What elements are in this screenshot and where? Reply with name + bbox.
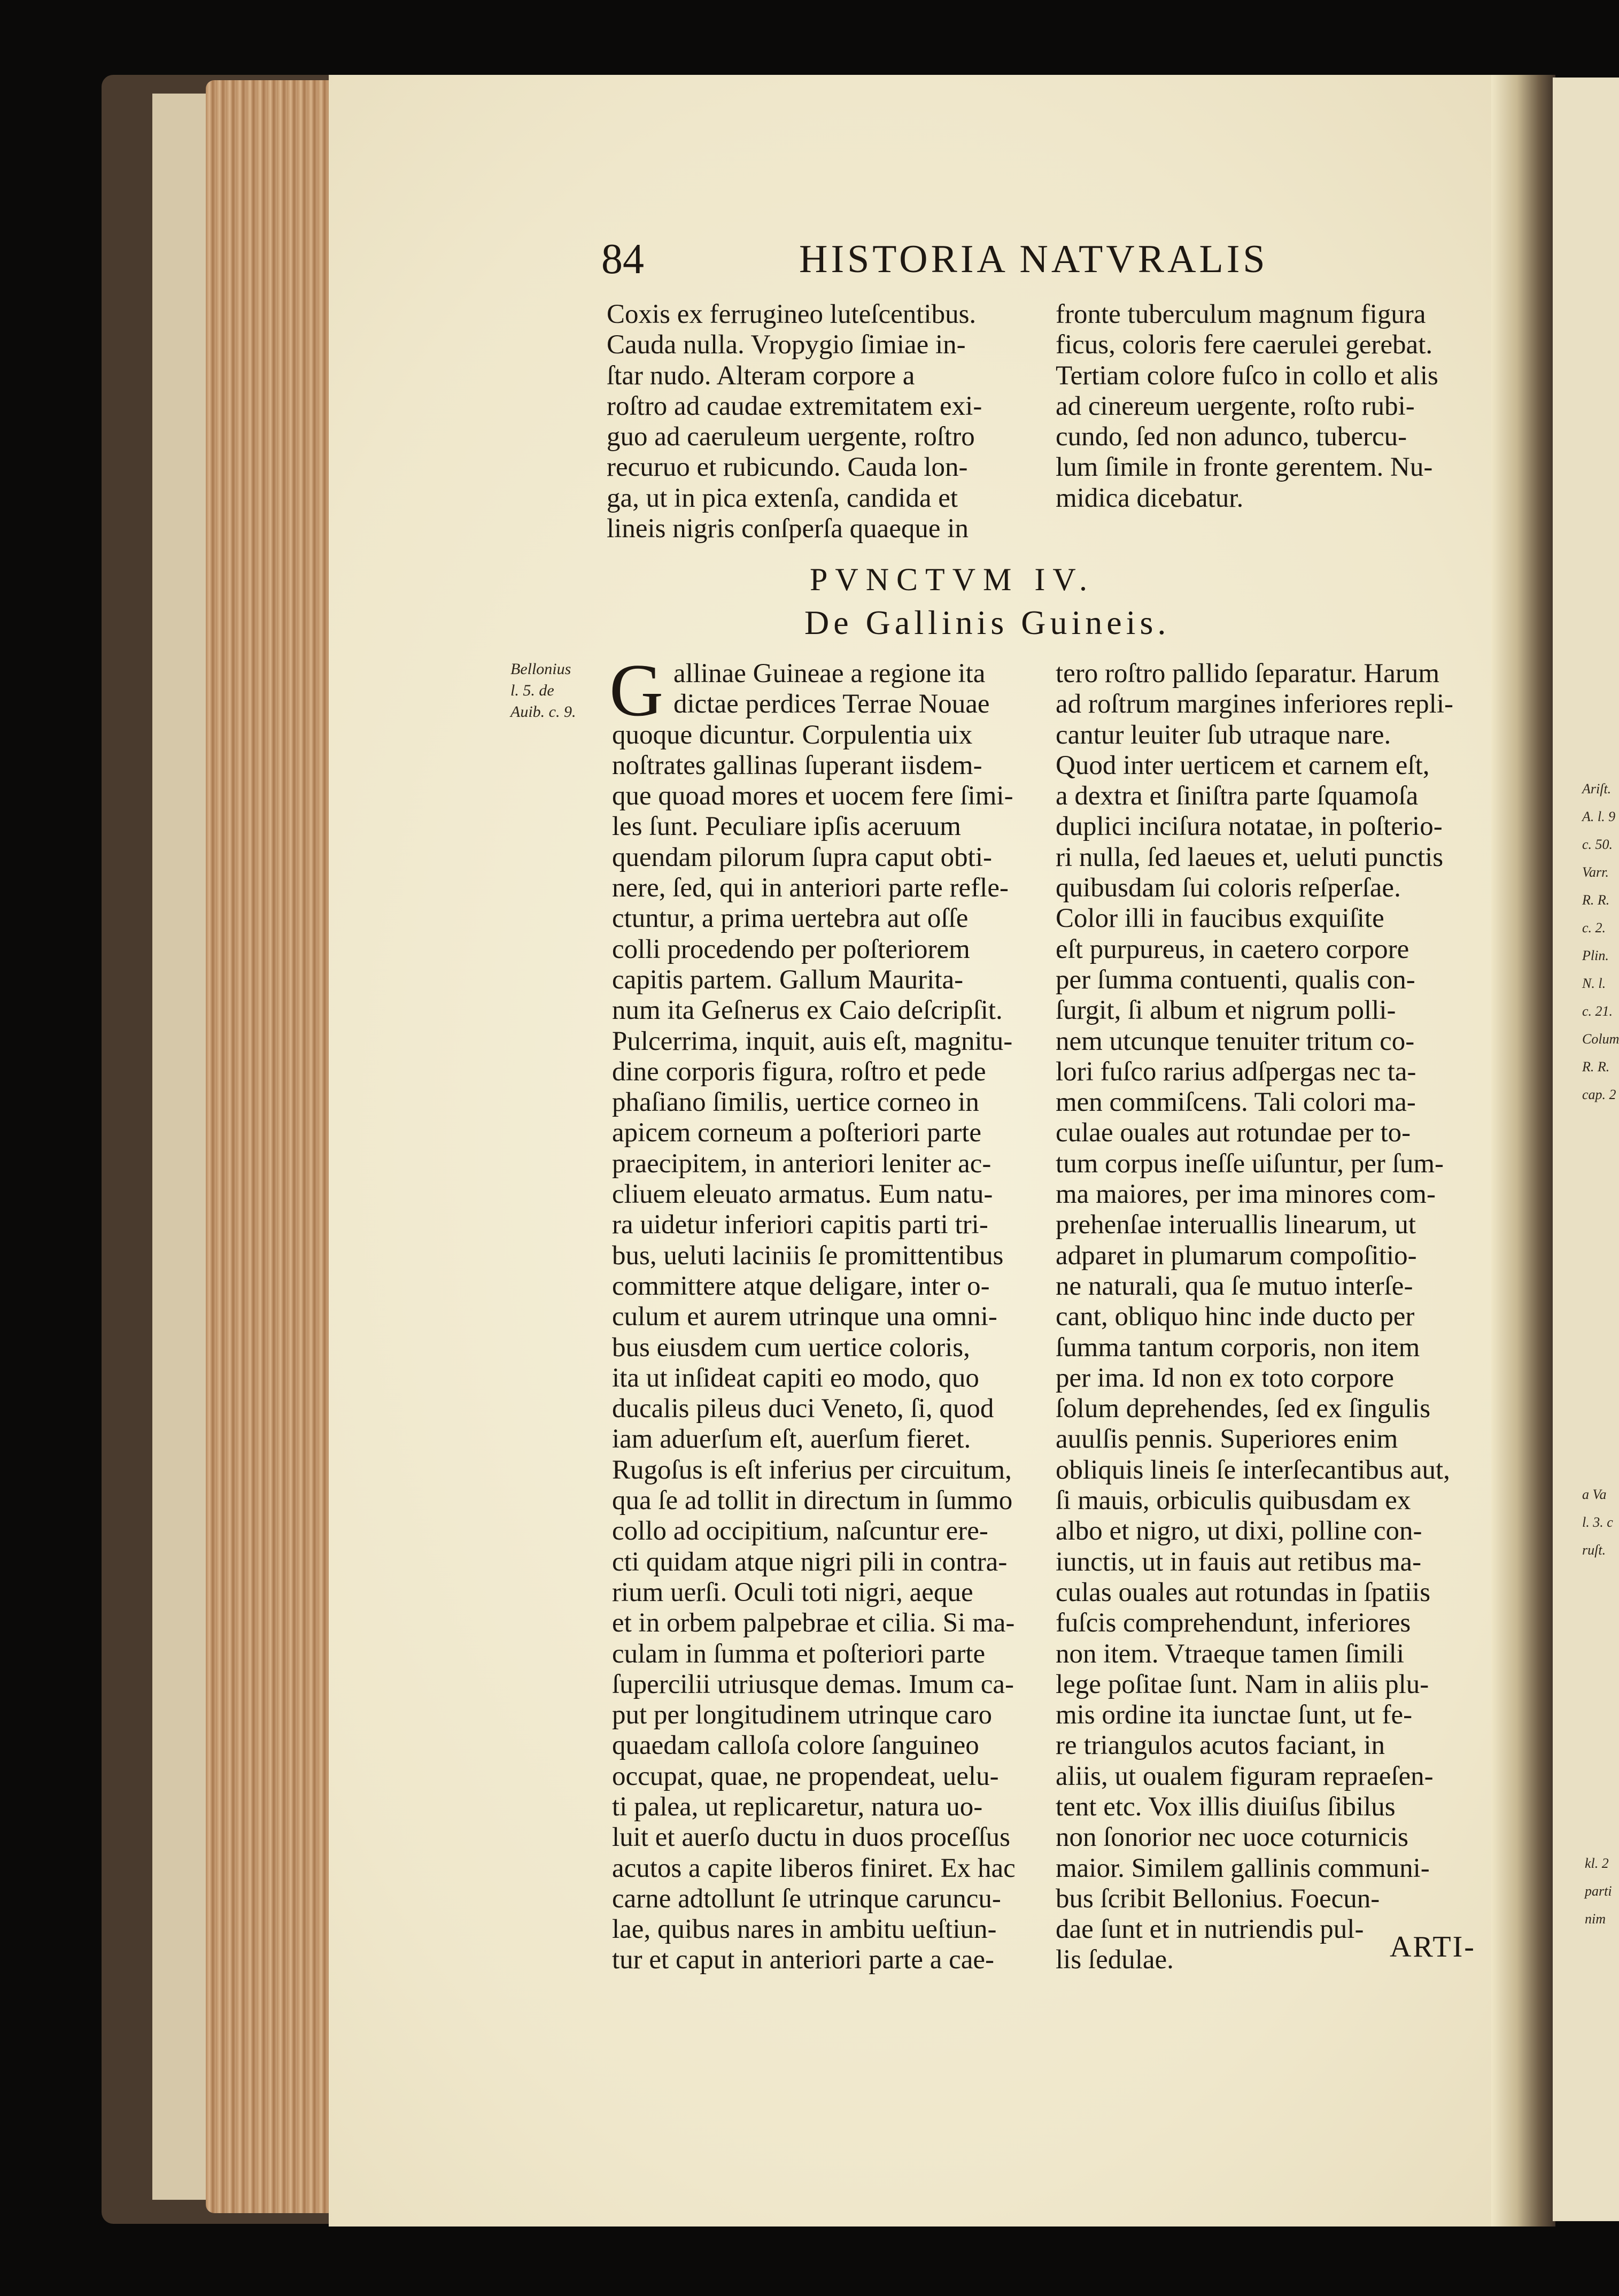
main-right-column	[1056, 659, 1489, 1976]
text-line: ſurgit, ſi album et nigrum polli-	[1056, 995, 1396, 1026]
text-line: lis ſedulae.	[1056, 1945, 1174, 1975]
text-line: ctuntur, a prima uertebra aut oſſe	[612, 903, 969, 934]
text-line: roſtro ad caudae extremitatem exi-	[607, 391, 982, 421]
text-line: Coxis ex ferrugineo luteſcentibus.	[607, 299, 977, 329]
text-line: lineis nigris conſperſa quaeque in	[607, 514, 969, 544]
text-line: occupat, quae, ne propendeat, uelu-	[612, 1761, 999, 1791]
text-line: auulſis pennis. Superiores enim	[1056, 1424, 1398, 1455]
text-line: ſi mauis, orbiculis quibusdam ex	[1056, 1486, 1411, 1516]
text-line: duplici inciſura notatae, in poſterio-	[1056, 811, 1443, 842]
text-line: Quod inter uerticem et carnem eſt,	[1056, 750, 1430, 780]
text-line: cant, obliquo hinc inde ducto per	[1056, 1302, 1415, 1332]
text-line: obliquis lineis ſe interſecantibus aut,	[1056, 1455, 1450, 1485]
text-line: ſolum deprehendes, ſed ex ſingulis	[1056, 1394, 1431, 1424]
text-line: quoque dicuntur. Corpulentia uix	[612, 720, 973, 750]
text-line: ga, ut in pica extenſa, candida et	[607, 483, 958, 513]
text-line: ſumma tantum corporis, non item	[1056, 1332, 1420, 1363]
text-line: nem utcunque tenuiter tritum co-	[1056, 1026, 1415, 1056]
text-line: dine corporis figura, roſtro et pede	[612, 1056, 986, 1087]
text-line: cundo, ſed non adunco, tubercu-	[1056, 422, 1407, 452]
text-line: per ima. Id non ex toto corpore	[1056, 1363, 1395, 1393]
text-line: ſupercilii utriusque demas. Imum ca-	[612, 1669, 1014, 1699]
text-line: et in orbem palpebrae et cilia. Si ma-	[612, 1608, 1015, 1638]
text-line: cliuem eleuato armatus. Eum natu-	[612, 1179, 993, 1210]
text-line: bus, ueluti laciniis ſe promittentibus	[612, 1240, 1004, 1271]
drop-cap: G	[609, 649, 664, 732]
text-line: ficus, coloris fere caerulei gerebat.	[1056, 330, 1433, 360]
text-line: fuſcis comprehendunt, inferiores	[1056, 1608, 1411, 1638]
text-line: ma maiores, per ima minores com-	[1056, 1179, 1436, 1210]
text-line: put per longitudinem utrinque caro	[612, 1700, 992, 1730]
text-line: rium uerſi. Oculi toti nigri, aeque	[612, 1577, 973, 1607]
text-line: culae ouales aut rotundae per to-	[1056, 1118, 1411, 1148]
running-head	[601, 235, 1296, 283]
text-line: albo et nigro, ut dixi, polline con-	[1056, 1516, 1422, 1547]
text-line: apicem corneum a poſteriori parte	[612, 1118, 982, 1148]
text-line: maior. Similem gallinis communi-	[1056, 1853, 1430, 1883]
text-line: a dextra et ſiniſtra parte ſquamoſa	[1056, 781, 1419, 811]
page-number: 84	[601, 236, 644, 283]
text-line: ad cinereum uergente, roſto rubi-	[1056, 391, 1415, 421]
facing-margin-notes-bottom: kl. 2 parti nim	[1585, 1856, 1612, 1927]
text-line: tur et caput in anteriori parte a cae-	[612, 1945, 995, 1975]
text-line: ducalis pileus duci Veneto, ſi, quod	[612, 1394, 994, 1424]
text-line: que quoad mores et uocem fere ſimi-	[612, 781, 1013, 811]
page-gutter	[1491, 75, 1555, 2227]
text-line: culam in ſumma et poſteriori parte	[612, 1638, 986, 1669]
text-line: lae, quibus nares in ambitu ueſtiun-	[612, 1914, 997, 1945]
text-line: ad roſtrum margines inferiores repli-	[1056, 689, 1453, 720]
page-edges	[206, 80, 334, 2213]
text-line: culum et aurem utrinque una omni-	[612, 1302, 997, 1332]
text-line: qua ſe ad tollit in directum in ſummo	[612, 1486, 1013, 1516]
section-label: PVNCTVM IV.	[810, 562, 1095, 597]
text-line: fronte tuberculum magnum figura	[1056, 299, 1426, 329]
catchword: ARTI-	[1390, 1930, 1476, 1963]
top-right-column	[1056, 299, 1489, 514]
text-line: mis ordine ita iunctae ſunt, ut fe-	[1056, 1700, 1413, 1730]
text-line: adparet in plumarum compoſitio-	[1056, 1240, 1417, 1271]
text-line: ne naturali, qua ſe mutuo interſe-	[1056, 1271, 1413, 1301]
facing-margin-notes-top: Ariſt. A. l. 9 c. 50. Varr. R. R. c. 2. Plin. N. l. c. 21. Colum R. R. cap. 2	[1582, 781, 1619, 1102]
text-line: quaedam calloſa colore ſanguineo	[612, 1730, 979, 1761]
text-line: Tertiam colore fuſco in collo et alis	[1056, 360, 1438, 391]
text-line: Rugoſus is eſt inferius per circuitum,	[612, 1455, 1012, 1485]
text-line: lori fuſco rarius adſpergas nec ta-	[1056, 1056, 1416, 1087]
text-line: cantur leuiter ſub utraque nare.	[1056, 720, 1391, 750]
text-line: recuruo et rubicundo. Cauda lon-	[607, 452, 968, 483]
running-title: HISTORIA NATVRALIS	[799, 237, 1268, 281]
text-line: ra uidetur inferiori capitis parti tri-	[612, 1210, 988, 1240]
text-line: non ſonorior nec uoce coturnicis	[1056, 1822, 1408, 1853]
text-line: acutos a capite liberos finiret. Ex hac	[612, 1853, 1016, 1883]
top-left-column	[607, 299, 1045, 544]
text-line: carne adtollunt ſe utrinque caruncu-	[612, 1883, 1001, 1914]
section-title: De Gallinis Guineis.	[804, 604, 1171, 641]
text-line: phaſiano ſimilis, uertice corneo in	[612, 1087, 979, 1118]
text-line: guo ad caeruleum uergente, roſtro	[607, 422, 975, 452]
text-line: dae ſunt et in nutriendis pul-	[1056, 1914, 1364, 1945]
text-line: noſtrates gallinas ſuperant iisdem-	[612, 750, 982, 780]
main-left-column	[612, 659, 1050, 1976]
text-line: ita ut inſideat capiti eo modo, quo	[612, 1363, 979, 1393]
text-line: re triangulos acutos faciant, in	[1056, 1730, 1385, 1761]
text-line: bus eiusdem cum uertice coloris,	[612, 1332, 970, 1363]
text-line: iam aduerſum eſt, auerſum fieret.	[612, 1424, 971, 1455]
text-line: ri nulla, ſed laeues et, ueluti punctis	[1056, 842, 1444, 872]
text-line: aliis, ut oualem figuram repraeſen-	[1056, 1761, 1434, 1791]
margin-note: Bellonius l. 5. de Auib. c. 9.	[510, 660, 576, 721]
facing-margin-notes-mid: a Va l. 3. c ruſt.	[1582, 1487, 1613, 1558]
text-line: men commiſcens. Tali colori ma-	[1056, 1087, 1416, 1118]
text-line: dictae perdices Terrae Nouae	[673, 689, 990, 720]
text-line: praecipitem, in anteriori leniter ac-	[612, 1148, 991, 1179]
text-line: lum ſimile in fronte gerentem. Nu-	[1056, 452, 1433, 483]
text-line: ſtar nudo. Alteram corpore a	[607, 360, 915, 391]
text-line: luit et auerſo ductu in duos proceſſus	[612, 1822, 1011, 1853]
inner-board	[152, 94, 211, 2200]
text-line: num ita Geſnerus ex Caio deſcripſit.	[612, 995, 1003, 1026]
text-line: iunctis, ut in fauis aut retibus ma-	[1056, 1547, 1422, 1577]
text-line: quibusdam ſui coloris reſperſae.	[1056, 873, 1401, 903]
text-line: midica dicebatur.	[1056, 483, 1244, 513]
text-line: prehenſae interuallis linearum, ut	[1056, 1210, 1416, 1240]
text-line: tum corpus ineſſe uiſuntur, per ſum-	[1056, 1148, 1444, 1179]
text-line: nere, ſed, qui in anteriori parte refle-	[612, 873, 1009, 903]
text-line: ti palea, ut replicaretur, natura uo-	[612, 1791, 983, 1822]
text-line: tent etc. Vox illis diuiſus ſibilus	[1056, 1791, 1396, 1822]
text-line: Color illi in faucibus exquiſite	[1056, 903, 1384, 934]
text-line: lege poſitae ſunt. Nam in aliis plu-	[1056, 1669, 1429, 1699]
text-line: cti quidam atque nigri pili in contra-	[612, 1547, 1008, 1577]
text-line: eſt purpureus, in caetero corpore	[1056, 934, 1409, 964]
text-line: non item. Vtraeque tamen ſimili	[1056, 1638, 1404, 1669]
text-line: per ſumma contuenti, qualis con-	[1056, 964, 1415, 995]
text-line: bus ſcribit Bellonius. Foecun-	[1056, 1883, 1380, 1914]
text-line: capitis partem. Gallum Maurita-	[612, 964, 964, 995]
text-line: committere atque deligare, inter o-	[612, 1271, 990, 1301]
text-line: collo ad occipitium, naſcuntur ere-	[612, 1516, 988, 1547]
text-line: quendam pilorum ſupra caput obti-	[612, 842, 992, 872]
text-line: culas ouales aut rotundas in ſpatiis	[1056, 1577, 1431, 1607]
text-line: tero roſtro pallido ſeparatur. Harum	[1056, 659, 1440, 689]
text-line: Cauda nulla. Vropygio ſimiae in-	[607, 330, 966, 360]
text-line: allinae Guineae a regione ita	[673, 659, 986, 689]
text-line: colli procedendo per poſteriorem	[612, 934, 970, 964]
text-line: Pulcerrima, inquit, auis eſt, magnitu-	[612, 1026, 1013, 1056]
text-line: les ſunt. Peculiare ipſis aceruum	[612, 811, 961, 842]
